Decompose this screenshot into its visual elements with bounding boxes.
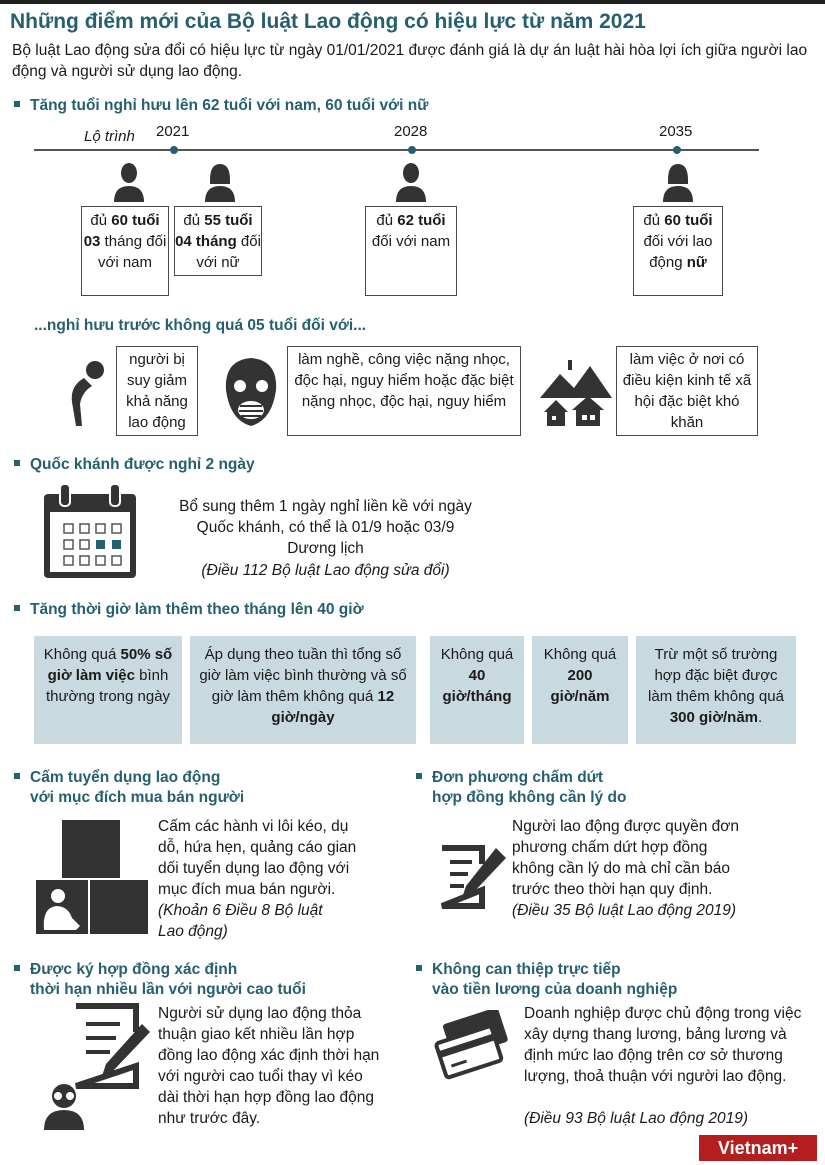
section-overtime-heading: Tăng thời giờ làm thêm theo tháng lên 40 giờ bbox=[14, 600, 364, 620]
timeline-dot bbox=[408, 146, 416, 154]
early-retirement-heading: ...nghỉ hưu trước không quá 05 tuổi đối với... bbox=[34, 317, 367, 334]
bullet-icon bbox=[14, 773, 20, 779]
roadmap-label: Lộ trình bbox=[84, 128, 135, 145]
bullet-icon bbox=[14, 965, 20, 971]
timeline-dot bbox=[673, 146, 681, 154]
year-2028: 2028 bbox=[394, 123, 428, 140]
page-subtitle: Bộ luật Lao động sửa đổi có hiệu lực từ ngày 01/01/2021 được đánh giá là dự án luật hài hòa lợi ích giữa người lao động và người sử dụng lao động. bbox=[12, 42, 808, 80]
retirement-box-female-2021: đủ 55 tuổi 04 tháng đối với nữ bbox=[174, 206, 262, 276]
bullet-icon bbox=[416, 773, 422, 779]
retirement-box-male-2028: đủ 62 tuổi đối với nam bbox=[365, 206, 457, 296]
section-retirement-heading: Tăng tuổi nghỉ hưu lên 62 tuổi với nam, 60 tuổi với nữ bbox=[14, 96, 428, 116]
top-bar bbox=[0, 0, 825, 4]
national-day-text: Bổ sung thêm 1 ngày nghỉ liền kề với ngày Quốc khánh, có thể là 01/9 hoặc 03/9 Dương lịch bbox=[179, 498, 472, 557]
section-termination-heading: Đơn phương chấm dứt hợp đồng không cần lý do bbox=[416, 768, 626, 808]
overtime-box-weekly: Áp dụng theo tuần thì tổng số giờ làm việc bình thường và số giờ làm thêm không quá 12 giờ/ngày bbox=[190, 636, 416, 744]
termination-text: Người lao động được quyền đơn phương chấm dứt hợp đồng không cần lý do mà chỉ cần báo trước theo thời hạn quy định. bbox=[512, 818, 740, 898]
disabled-person-icon bbox=[62, 360, 110, 428]
bullet-icon bbox=[14, 605, 20, 611]
woman-icon bbox=[661, 162, 695, 202]
man-icon bbox=[394, 162, 428, 202]
trafficking-text: Cấm các hành vi lôi kéo, dụ dỗ, hứa hẹn, quảng cáo gian dối tuyển dụng lao động với mục đích mua bán người. bbox=[158, 818, 357, 898]
retirement-box-female-2035: đủ 60 tuổi đối với lao động nữ bbox=[633, 206, 723, 296]
credit-card-icon bbox=[432, 1010, 516, 1080]
elderly-contract-icon bbox=[42, 1002, 152, 1130]
woman-icon bbox=[203, 162, 237, 202]
overtime-box-monthly: Không quá 40 giờ/tháng bbox=[430, 636, 524, 744]
man-icon bbox=[112, 162, 146, 202]
section-trafficking-heading: Cấm tuyển dụng lao động với mục đích mua bán người bbox=[14, 768, 244, 808]
retirement-box-male-2021: đủ 60 tuổi 03 tháng đối với nam bbox=[81, 206, 169, 296]
early-item-hardship-area: làm việc ở nơi có điều kiện kinh tế xã hội đặc biệt khó khăn bbox=[616, 346, 758, 436]
salary-text: Doanh nghiệp được chủ động trong việc xây dựng thang lương, bảng lương và định mức lao động trên cơ sở thương lượng, thoả thuận với người lao động. bbox=[524, 1005, 802, 1085]
village-icon bbox=[538, 352, 614, 428]
early-item-hazardous: làm nghề, công việc nặng nhọc, độc hại, nguy hiểm hoặc đặc biệt nặng nhọc, độc hại, nguy hiểm bbox=[287, 346, 521, 436]
page-title: Những điểm mới của Bộ luật Lao động có hiệu lực từ năm 2021 bbox=[10, 10, 646, 33]
national-day-source: (Điều 112 Bộ luật Lao động sửa đổi) bbox=[201, 562, 450, 579]
timeline-dot bbox=[170, 146, 178, 154]
early-item-disabled: người bị suy giảm khả năng lao động bbox=[116, 346, 198, 436]
year-2021: 2021 bbox=[156, 123, 190, 140]
elderly-text: Người sử dụng lao động thỏa thuận giao kết nhiều lần hợp đồng lao động xác định thời hạn với người cao tuổi thay vì kéo dài thời hạn hợp đồng lao động như trước đây. bbox=[158, 1005, 380, 1127]
section-national-day-heading: Quốc khánh được nghỉ 2 ngày bbox=[14, 455, 255, 475]
year-2035: 2035 bbox=[659, 123, 693, 140]
bullet-icon bbox=[416, 965, 422, 971]
overtime-box-yearly: Không quá 200 giờ/năm bbox=[532, 636, 628, 744]
bullet-icon bbox=[14, 460, 20, 466]
document-pen-icon bbox=[438, 842, 508, 910]
overtime-box-daily: Không quá 50% số giờ làm việc bình thường trong ngày bbox=[34, 636, 182, 744]
bullet-icon bbox=[14, 101, 20, 107]
vietnamplus-logo: Vietnam+ bbox=[699, 1135, 817, 1161]
section-elderly-heading: Được ký hợp đồng xác định thời hạn nhiều lần với người cao tuổi bbox=[14, 960, 306, 1000]
overtime-box-special: Trừ một số trường hợp đặc biệt được làm thêm không quá 300 giờ/năm. bbox=[636, 636, 796, 744]
calendar-icon bbox=[42, 482, 138, 580]
timeline-line bbox=[34, 149, 759, 151]
termination-source: (Điều 35 Bộ luật Lao động 2019) bbox=[512, 902, 737, 919]
gas-mask-icon bbox=[220, 356, 282, 428]
salary-source: (Điều 93 Bộ luật Lao động 2019) bbox=[524, 1110, 749, 1127]
section-salary-heading: Không can thiệp trực tiếp vào tiền lương của doanh nghiệp bbox=[416, 960, 677, 1000]
trafficking-source: (Khoản 6 Điều 8 Bộ luật Lao động) bbox=[158, 902, 323, 940]
boxed-person-icon bbox=[34, 818, 150, 936]
